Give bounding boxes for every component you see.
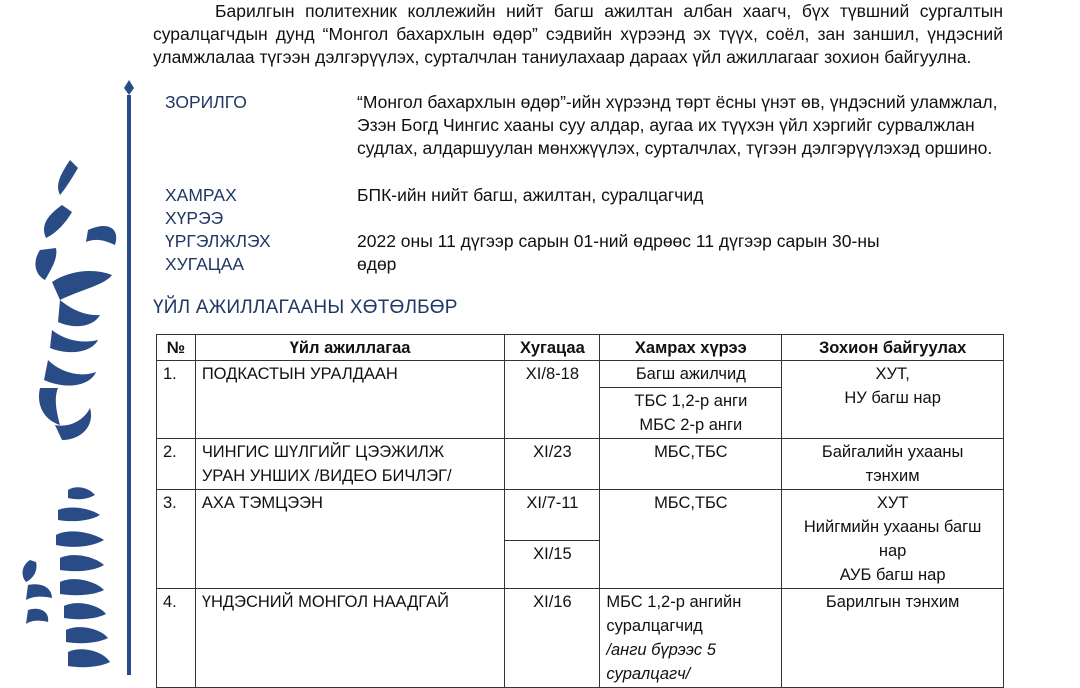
activity-plan-table	[156, 334, 1004, 688]
section-title: ҮЙЛ АЖИЛЛАГААНЫ ХӨТӨЛБӨР	[153, 297, 458, 318]
row-activity: ЧИНГИС ШҮЛГИЙГ ЦЭЭЖИЛЖ УРАН УНШИХ /ВИДЕО БИЧЛЭГ/	[195, 439, 505, 490]
row-organizer: ХУТ, НУ багш нар	[782, 361, 1004, 439]
row-organizer: Барилгын тэнхим	[782, 589, 1004, 688]
duration-label: ҮРГЭЛЖЛЭХ ХУГАЦАА	[165, 231, 271, 274]
row-time: XI/8-18	[505, 361, 600, 439]
ornament-finial	[124, 80, 134, 95]
row-time: XI/23	[505, 439, 600, 490]
row-activity: ҮНДЭСНИЙ МОНГОЛ НААДГАЙ	[195, 589, 505, 688]
row-activity: АХА ТЭМЦЭЭН	[195, 490, 505, 589]
duration-value: 2022 оны 11 дүгээр сарын 01-ний өдрөөс 11 дүгээр сарын 30-ны өдөр	[357, 231, 880, 274]
table-header-row	[157, 335, 1004, 361]
mongolian-script-ornament	[0, 0, 160, 675]
row-scope: МБС,ТБС	[600, 439, 782, 490]
row-time: XI/16	[505, 589, 600, 688]
scope-label: ХАМРАХ ХҮРЭЭ	[165, 185, 237, 228]
header-organizer: Зохион байгуулах	[782, 335, 1004, 361]
table-row	[157, 490, 1004, 541]
row-time: XI/15	[505, 540, 600, 588]
table-row	[157, 589, 1004, 688]
scope-value: БПК-ийн нийт багш, ажилтан, суралцагчид	[357, 185, 704, 205]
row-scope: ТБС 1,2-р анги МБС 2-р анги	[600, 388, 782, 439]
row-scope: МБС 1,2-р ангийн суралцагчид /анги бүрээс 5 суралцагч/	[600, 589, 782, 688]
goal-value: “Монгол бахархлын өдөр”-ийн хүрээнд төрт ёсны үнэт өв, үндэсний уламжлал, Эзэн Богд Чингис хааны суу алдар, аугаа их түүхэн үйл хэргийг сурвалжлан судлах, алдаршуулан мөнхжүүлэх, сурталчлах, түгээн дэлгэрүүлэхэд оршино.	[357, 92, 998, 158]
header-number: №	[157, 335, 196, 361]
table-row	[157, 439, 1004, 490]
header-scope: Хамрах хүрээ	[600, 335, 782, 361]
row-time: XI/7-11	[505, 490, 600, 541]
row-scope: Багш ажилчид	[600, 361, 782, 388]
row-number: 3.	[157, 490, 196, 589]
ornament-vertical-line	[127, 95, 131, 675]
row-number: 4.	[157, 589, 196, 688]
row-number: 2.	[157, 439, 196, 490]
row-scope: МБС,ТБС	[600, 490, 782, 589]
row-number: 1.	[157, 361, 196, 439]
row-organizer: ХУТ Нийгмийн ухааны багш нар АУБ багш нар	[782, 490, 1004, 589]
intro-paragraph: Барилгын политехник коллежийн нийт багш ажилтан албан хаагч, бүх түвшний сургалтын суралцагчдын дунд “Монгол бахархлын өдөр” сэдвийн хүрээнд эх түүх, соёл, зан заншил, үндэсний уламжлалаа түгээн дэлгэрүүлэх, сурталчлан таниулахаар дараах үйл ажиллагааг зохион байгуулна.	[153, 1, 1003, 67]
header-activity: Үйл ажиллагаа	[195, 335, 505, 361]
goal-label: ЗОРИЛГО	[165, 92, 247, 112]
row-activity: ПОДКАСТЫН УРАЛДААН	[195, 361, 505, 439]
row-organizer: Байгалийн ухааны тэнхим	[782, 439, 1004, 490]
table-row	[157, 361, 1004, 388]
header-time: Хугацаа	[505, 335, 600, 361]
